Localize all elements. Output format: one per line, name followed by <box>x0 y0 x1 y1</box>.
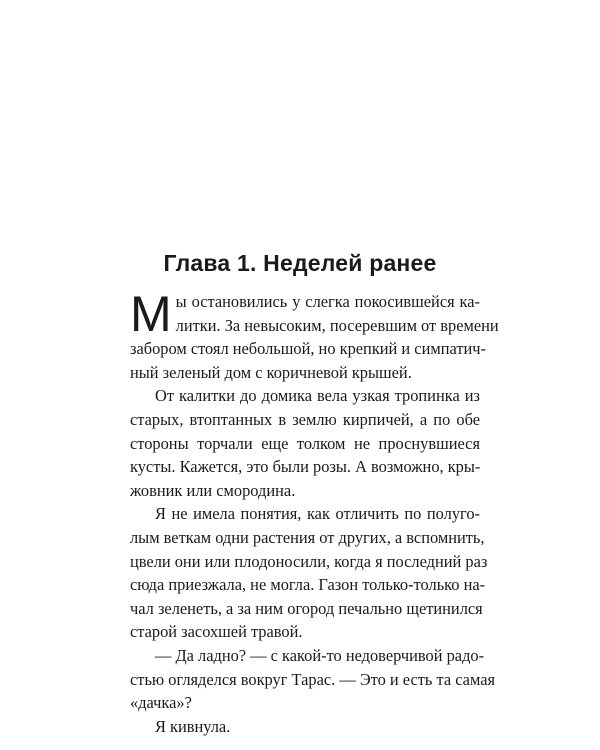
paragraph-2 <box>130 384 480 502</box>
text-line: кусты. Кажется, это были розы. А возможно, кры- <box>130 457 481 477</box>
paragraph-4 <box>130 644 496 715</box>
text-line: лым веткам одни растения от других, а вспомнить, <box>130 527 485 547</box>
text-line: — Да ладно? — с какой-то недоверчивой радо- <box>155 645 485 665</box>
text-line: чал зеленеть, а за ним огород печально щетинился <box>130 598 483 618</box>
paragraph-5 <box>130 715 480 739</box>
drop-cap: М <box>130 286 172 342</box>
text-line: жовник или смородина. <box>130 480 296 500</box>
text-line: стью огляделся вокруг Тарас. — Это и есть та самая <box>130 669 496 689</box>
paragraph-1 <box>130 286 499 384</box>
text-line: «дачка»? <box>130 693 192 713</box>
text-line: ы остановились у слегка покосившейся ка- <box>175 292 480 311</box>
text-line: Я не имела понятия, как отличить по полуго- <box>155 504 480 524</box>
text-line: сюда приезжала, не могла. Газон только-только на- <box>130 575 486 595</box>
text-line: Я кивнула. <box>155 716 231 736</box>
text-line: забором стоял небольшой, но крепкий и симпатич- <box>130 339 486 359</box>
text-line: стороны торчали еще толком не проснувшиеся <box>130 433 480 453</box>
text-line: старых, втоптанных в землю кирпичей, а по обе <box>130 409 480 429</box>
text-line: старой засохшей травой. <box>130 622 303 642</box>
chapter-title: Глава 1. Неделей ранее <box>163 250 437 276</box>
text-line: литки. За невысоким, посеревшим от времени <box>175 315 499 335</box>
paragraph-3 <box>130 502 488 644</box>
text-line: От калитки до домика вела узкая тропинка из <box>155 386 480 406</box>
text-line: ный зеленый дом с коричневой крышей. <box>130 362 412 382</box>
text-line: цвели они или плодоносили, когда я последний раз <box>130 551 488 571</box>
body-text <box>130 286 499 738</box>
